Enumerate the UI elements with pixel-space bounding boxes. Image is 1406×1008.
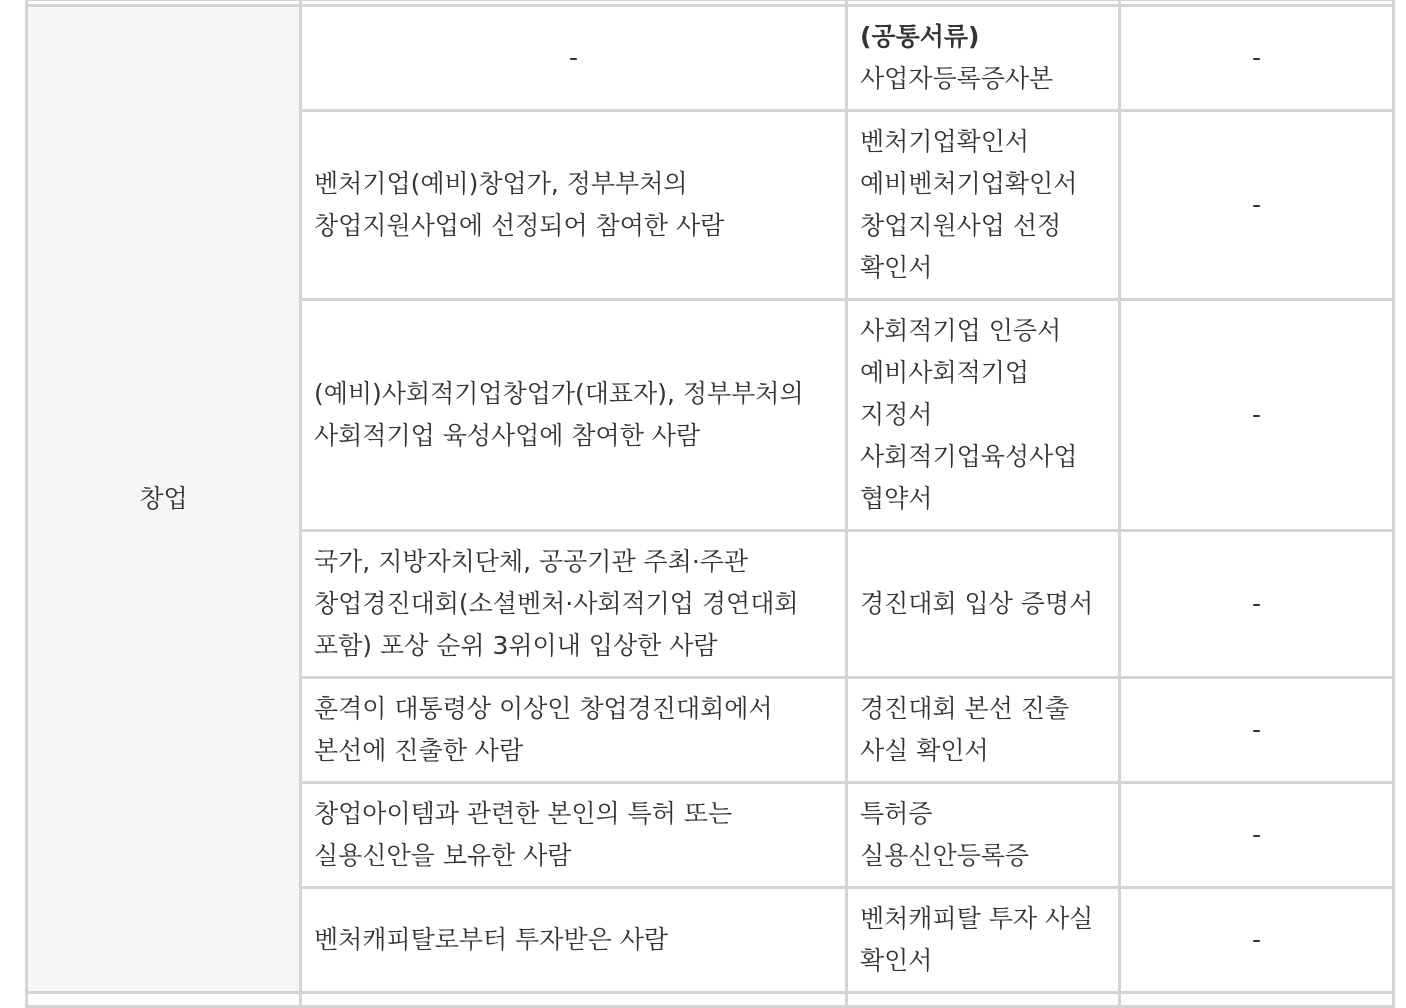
qualification-cell: 벤처캐피탈로부터 투자받은 사람 [301, 888, 847, 993]
document-line: 사회적기업 인증서 [860, 316, 1062, 345]
qualification-cell: (예비)사회적기업창업가(대표자), 정부부처의 사회적기업 육성사업에 참여한 사람 [301, 300, 847, 531]
documents-cell [847, 783, 1120, 888]
qualification-cell: 국가, 지방자치단체, 공공기관 주최·주관 창업경진대회(소셜벤처·사회적기업 경연대회 포함) 포상 순위 3위이내 입상한 사람 [301, 531, 847, 678]
documents-cell [847, 300, 1120, 531]
note-cell: - [1120, 111, 1394, 300]
qualification-cell: 벤처기업(예비)창업가, 정부부처의 창업지원사업에 선정되어 참여한 사람 [301, 111, 847, 300]
qualification-cell: 창업아이템과 관련한 본인의 특허 또는 실용신안을 보유한 사람 [301, 783, 847, 888]
document-line: 벤처캐피탈 투자 사실 확인서 [860, 904, 1094, 975]
document-line: 창업지원사업 선정 확인서 [860, 211, 1062, 282]
document-line: (공통서류) [860, 22, 980, 51]
document-line: 벤처기업확인서 [860, 127, 1030, 156]
note-cell: - [1120, 783, 1394, 888]
document-line: 사업자등록증사본 [860, 64, 1054, 93]
table-row [27, 6, 1394, 111]
document-line: 사회적기업육성사업 협약서 [860, 442, 1078, 513]
note-cell: - [1120, 531, 1394, 678]
category-cell: 창업 [27, 6, 301, 993]
note-cell: - [1120, 888, 1394, 993]
documents-cell [847, 678, 1120, 783]
document-line: 실용신안등록증 [860, 841, 1030, 870]
document-line: 경진대회 입상 증명서 [860, 589, 1094, 618]
qualification-cell: 훈격이 대통령상 이상인 창업경진대회에서 본선에 진출한 사람 [301, 678, 847, 783]
note-cell: - [1120, 300, 1394, 531]
document-line: 예비사회적기업 지정서 [860, 358, 1030, 429]
document-line: 예비벤처기업확인서 [860, 169, 1078, 198]
note-cell: - [1120, 6, 1394, 111]
requirements-table [25, 0, 1395, 1008]
note-cell: - [1120, 678, 1394, 783]
qualification-cell: - [301, 6, 847, 111]
documents-cell [847, 531, 1120, 678]
requirements-table-container [25, 0, 1392, 1008]
document-line: 경진대회 본선 진출 사실 확인서 [860, 694, 1070, 765]
documents-cell [847, 888, 1120, 993]
documents-cell [847, 111, 1120, 300]
documents-cell [847, 6, 1120, 111]
document-line: 특허증 [860, 799, 933, 828]
